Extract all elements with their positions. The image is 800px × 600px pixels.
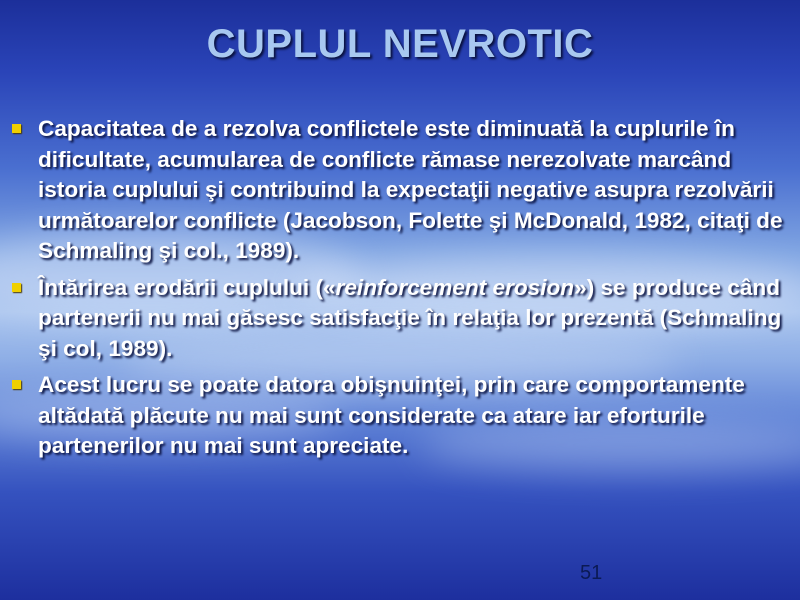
bullet-item — [12, 273, 788, 365]
square-bullet-icon — [12, 124, 21, 133]
bullet-text — [38, 275, 781, 361]
bullet-item — [12, 370, 788, 462]
page-number: 51 — [580, 562, 603, 584]
square-bullet-icon — [12, 380, 21, 389]
bullet-text — [38, 372, 745, 458]
bullet-text-segment: Întărirea erodării cuplului (« — [38, 274, 336, 300]
bullet-text — [38, 116, 783, 263]
slide-title: CUPLUL NEVROTIC — [206, 22, 594, 66]
bullet-italic-term: reinforcement erosion — [335, 274, 575, 300]
bullet-text-segment: Acest lucru se poate datora obişnuinţei, prin care comportamente altădată plăcute nu mai sunt considerate ca atare iar eforturile partenerilor nu mai sunt apreciate. — [38, 372, 745, 458]
bullet-list — [12, 114, 788, 468]
bullet-item — [12, 114, 788, 267]
bullet-text-segment: ») se produce când partenerii nu mai găsesc satisfacţie în relaţia lor prezentă (Schmaling şi col, 1989). — [38, 274, 782, 361]
bullet-text-segment: Capacitatea de a rezolva conflictele este diminuată la cuplurile în dificultate, acumularea de conflicte rămase nerezolvate marcând istoria cuplului şi contribuind la expectaţii negative asupra rezolvării următoarelor conflicte (Jacobson, Folette şi McDonald, 1982, citaţi de Schmaling şi col., 1989). — [38, 116, 783, 263]
square-bullet-icon — [12, 283, 21, 292]
